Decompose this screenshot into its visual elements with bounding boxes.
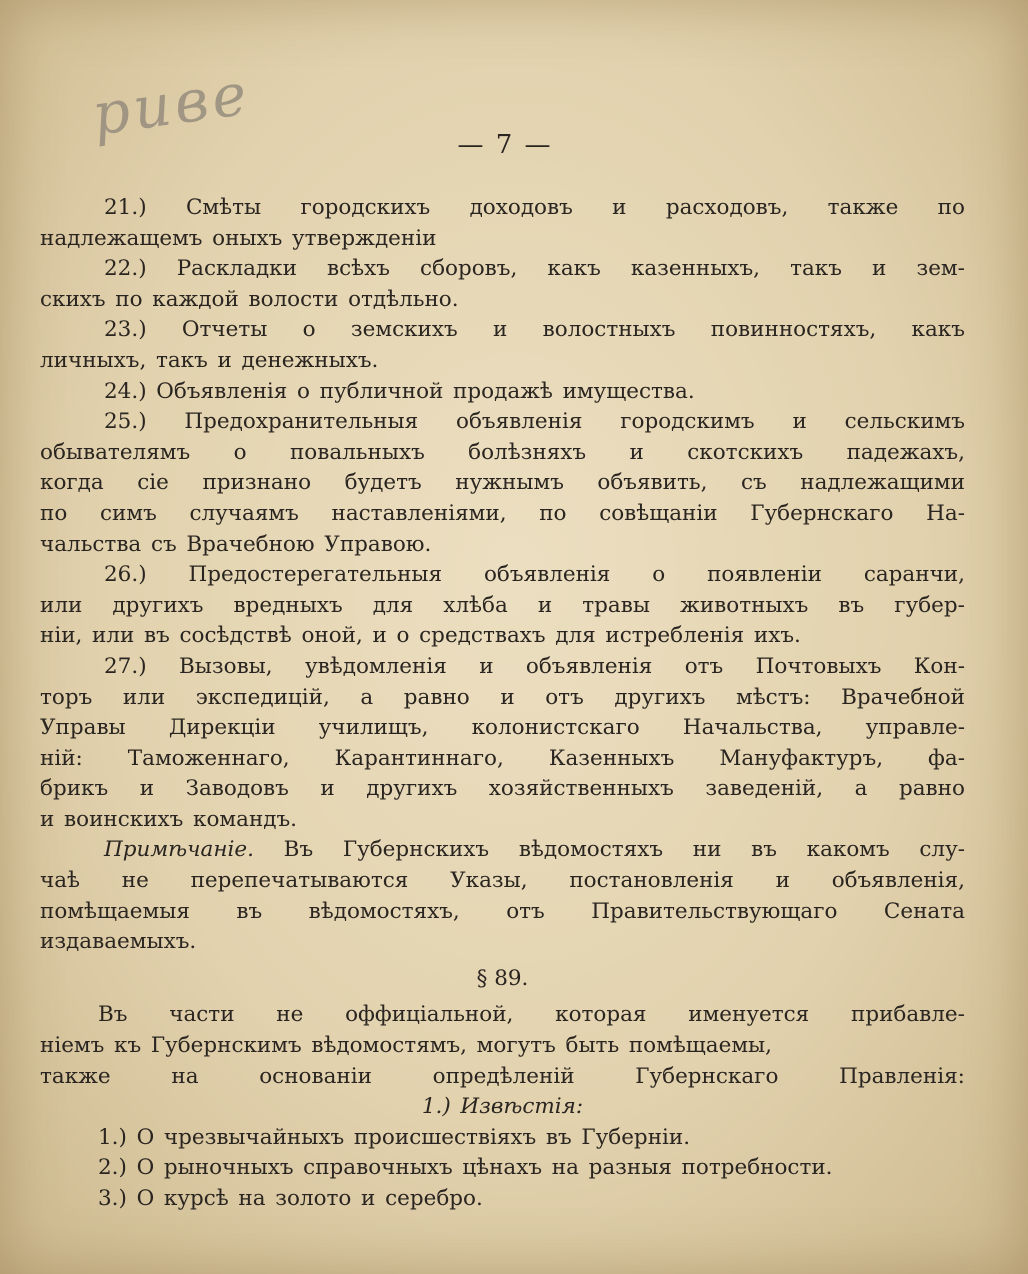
word: надлежащими: [800, 470, 965, 496]
text-line: [40, 835, 965, 866]
word: объявленія: [525, 653, 653, 679]
word: чрезвычайныхъ: [163, 1124, 345, 1150]
word: сборовъ,: [420, 256, 518, 282]
word: а: [854, 776, 868, 802]
text-line: [40, 254, 965, 285]
word: основаніи: [259, 1063, 372, 1089]
word: появленіи: [707, 562, 822, 588]
word: на: [551, 1155, 579, 1181]
word: для: [555, 623, 596, 649]
text-line: [40, 468, 965, 499]
word: именуется: [688, 1002, 810, 1028]
text-line: [40, 964, 965, 995]
text-line: [40, 224, 965, 255]
word: золото: [275, 1186, 352, 1211]
word: въ: [236, 898, 263, 924]
word: повальныхъ: [289, 439, 425, 465]
word: 21.): [104, 195, 147, 220]
text-line: [40, 560, 965, 591]
word: курсѣ: [163, 1186, 229, 1211]
word: Правительствующаго: [591, 898, 838, 924]
text-line: [40, 683, 965, 714]
word: объявленія: [456, 409, 583, 435]
word: рыночныхъ: [163, 1155, 294, 1181]
word: фа-: [928, 745, 965, 771]
word: публичной: [319, 378, 444, 404]
word: Смѣты: [185, 195, 262, 220]
text-line: [40, 927, 965, 958]
word: 22.): [104, 256, 147, 282]
word: городскимъ: [620, 409, 755, 435]
word: брикъ: [40, 776, 109, 802]
word: истребленія: [605, 623, 745, 649]
word: губер-: [894, 592, 965, 618]
word: 1.): [421, 1094, 451, 1120]
word: другихъ: [614, 684, 706, 710]
page-number: — 7 —: [457, 130, 553, 160]
word: воинскихъ: [64, 806, 184, 832]
text-line: [40, 1031, 965, 1062]
word: въ: [545, 1124, 572, 1150]
word: зем-: [916, 256, 965, 282]
word: о: [233, 439, 247, 465]
word: ніемъ: [40, 1033, 105, 1059]
word: 3.): [98, 1186, 127, 1211]
word: къ: [114, 1033, 142, 1059]
word: равно: [898, 776, 965, 802]
word: и: [493, 317, 508, 343]
word: Въ: [98, 1002, 128, 1028]
word: денежныхъ.: [241, 347, 379, 373]
word: отъ: [506, 898, 545, 924]
word: справочныхъ: [303, 1155, 453, 1181]
word: части: [169, 1002, 235, 1028]
text-line: [40, 285, 965, 316]
word: личныхъ,: [40, 347, 147, 373]
text-line: [40, 591, 965, 622]
word: Управою.: [324, 531, 432, 557]
word: ни: [692, 837, 722, 863]
text-line: [40, 1062, 965, 1093]
word: по: [115, 286, 143, 312]
word: какъ: [547, 256, 601, 282]
word: надлежащемъ: [40, 225, 203, 251]
word: и: [320, 776, 335, 802]
word: разныя: [588, 1155, 672, 1181]
word: вѣдомостямъ,: [311, 1033, 467, 1059]
word: постановленія: [569, 868, 734, 894]
word: Казенныхъ: [548, 745, 675, 771]
word: Вызовы,: [178, 653, 273, 679]
word: такъ: [155, 347, 208, 373]
word: Управы: [40, 715, 126, 741]
word: Предохранительныя: [184, 409, 419, 435]
word: вѣдомостяхъ,: [308, 898, 460, 924]
word: Врачебной: [841, 684, 965, 710]
text-line: [40, 1092, 965, 1123]
word: чаѣ: [40, 868, 80, 894]
word: скихъ: [40, 286, 106, 312]
word: земскихъ: [350, 317, 458, 343]
word: о: [396, 623, 410, 649]
word: потребности.: [681, 1155, 833, 1181]
word: или: [122, 684, 166, 710]
word: § 89.: [476, 965, 529, 991]
word: по: [539, 500, 567, 526]
word: 2.): [98, 1155, 127, 1181]
word: или: [92, 623, 135, 649]
word: Дирекціи: [168, 715, 276, 741]
word: на: [238, 1186, 266, 1211]
word: серебро.: [385, 1186, 483, 1211]
word: отъ: [684, 653, 724, 679]
word: съ: [150, 531, 177, 557]
word: не: [121, 868, 149, 894]
word: отъ: [545, 684, 584, 710]
word: Кон-: [913, 653, 965, 679]
word: вредныхъ: [233, 592, 343, 618]
word: Губернскаго: [750, 500, 894, 526]
word: повинностяхъ,: [710, 317, 877, 343]
text-line: [40, 377, 965, 408]
word: признано: [202, 470, 312, 496]
word: отдѣльно.: [348, 286, 459, 312]
text-line: [40, 652, 965, 683]
word: доходовъ: [469, 195, 573, 220]
word: а: [360, 684, 374, 710]
word: 23.): [104, 317, 147, 343]
word: оффиціальной,: [345, 1002, 514, 1028]
word: вѣдомостяхъ: [518, 837, 664, 863]
word: быть: [565, 1033, 620, 1059]
word: объявленія: [483, 562, 611, 588]
word: Губернскаго: [635, 1063, 779, 1089]
text-line: [40, 1000, 965, 1031]
word: такъ: [790, 256, 842, 282]
word: и: [612, 195, 627, 220]
word: Таможеннаго,: [127, 745, 290, 771]
word: Извѣстія:: [460, 1094, 584, 1120]
word: 26.): [104, 562, 147, 588]
word: и: [775, 868, 790, 894]
word: также: [40, 1063, 111, 1089]
word: падежахъ,: [846, 439, 965, 465]
word: ній:: [40, 745, 83, 771]
word: и: [40, 806, 55, 832]
word: командъ.: [193, 806, 298, 832]
word: волостныхъ: [542, 317, 676, 343]
word: Объявленія: [156, 378, 288, 404]
text-line: [40, 499, 965, 530]
word: и: [361, 1186, 376, 1211]
document-body: [40, 193, 965, 1215]
word: цѣнахъ: [462, 1155, 543, 1181]
word: Губернскихъ: [342, 837, 490, 863]
word: утвержденіи: [292, 225, 437, 251]
word: Мануфактуръ,: [719, 745, 884, 771]
word: и: [500, 684, 515, 710]
word: саранчи,: [863, 562, 965, 588]
word: казенныхъ,: [630, 256, 760, 282]
word: и: [537, 592, 553, 618]
word: Заводовъ: [185, 776, 289, 802]
word: оной,: [301, 623, 363, 649]
word: и: [629, 439, 644, 465]
word: О: [136, 1186, 155, 1211]
word: мѣстъ:: [735, 684, 811, 710]
word: могутъ: [476, 1033, 556, 1059]
word: по: [937, 195, 965, 220]
text-line: [40, 193, 965, 224]
word: увѣдомленія: [305, 653, 447, 679]
text-line: [40, 438, 965, 469]
word: 24.): [104, 378, 147, 404]
word: О: [136, 1124, 155, 1150]
word: животныхъ: [680, 592, 809, 618]
word: оныхъ: [212, 225, 283, 251]
word: также: [827, 195, 899, 220]
word: для: [372, 592, 414, 618]
word: всѣхъ: [327, 256, 390, 282]
word: травы: [582, 592, 650, 618]
word: въ: [838, 592, 865, 618]
word: помѣщаемыя: [40, 898, 190, 924]
text-line: [40, 713, 965, 744]
word: издаваемыхъ.: [40, 929, 197, 955]
word: въ: [751, 837, 777, 863]
word: продажѣ: [453, 378, 553, 404]
word: опредѣленій: [432, 1063, 575, 1089]
word: объявленія,: [831, 868, 965, 894]
text-line: [40, 1184, 965, 1215]
word: въ: [144, 623, 170, 649]
word: или: [40, 592, 83, 618]
word: помѣщаемы,: [628, 1033, 772, 1059]
word: расходовъ,: [665, 195, 789, 220]
word: Указы,: [450, 868, 528, 894]
word: Карантиннаго,: [334, 745, 504, 771]
word: наставленіями,: [331, 500, 507, 526]
word: и: [872, 256, 887, 282]
word: Сената: [883, 898, 965, 924]
text-line: [40, 621, 965, 652]
handwritten-margin-note: риве: [88, 59, 255, 149]
word: экспедицій,: [195, 684, 330, 710]
word: Губернскимъ: [150, 1033, 302, 1059]
word: колонистскаго: [471, 715, 640, 741]
word: Примѣчаніе.: [104, 837, 254, 863]
word: сельскимъ: [844, 409, 965, 435]
word: Начальства,: [682, 715, 823, 741]
word: какъ: [911, 317, 965, 343]
word: имущества.: [562, 378, 695, 404]
text-line: [40, 805, 965, 836]
word: Правленія:: [839, 1063, 965, 1089]
word: сосѣдствѣ: [179, 623, 292, 649]
word: прибавле-: [850, 1002, 965, 1028]
word: 27.): [104, 653, 147, 679]
word: Предостерегательныя: [188, 562, 443, 588]
word: о: [297, 378, 310, 404]
word: 25.): [104, 409, 147, 435]
word: какомъ: [806, 837, 890, 863]
text-line: [40, 744, 965, 775]
word: когда: [40, 470, 104, 496]
word: болѣзняхъ: [468, 439, 587, 465]
word: происшествіяхъ: [353, 1124, 537, 1150]
text-line: [40, 1153, 965, 1184]
word: и: [372, 623, 387, 649]
word: и: [139, 776, 155, 802]
word: заведеній,: [705, 776, 824, 802]
word: ніи,: [40, 623, 83, 649]
word: не: [276, 1002, 304, 1028]
text-line: [40, 407, 965, 438]
word: равно: [403, 684, 470, 710]
word: торъ: [40, 684, 93, 710]
word: случаямъ: [189, 500, 299, 526]
word: О: [136, 1155, 155, 1181]
text-line: [40, 866, 965, 897]
word: о: [302, 317, 316, 343]
word: 1.): [98, 1124, 127, 1150]
word: городскихъ: [300, 195, 431, 220]
word: и: [792, 409, 807, 435]
text-line: [40, 774, 965, 805]
word: которая: [555, 1002, 647, 1028]
word: обывателямъ: [40, 439, 191, 465]
text-line: [40, 315, 965, 346]
word: каждой: [152, 286, 239, 312]
text-line: [40, 1123, 965, 1154]
word: другихъ: [366, 776, 458, 802]
word: объявить,: [597, 470, 708, 496]
word: училищъ,: [318, 715, 429, 741]
word: симъ: [99, 500, 157, 526]
word: Врачебною: [186, 531, 315, 557]
word: управле-: [865, 715, 965, 741]
word: по: [40, 500, 68, 526]
word: о: [652, 562, 666, 588]
word: чальства: [40, 531, 142, 557]
word: перепечатываются: [190, 868, 409, 894]
text-line: [40, 530, 965, 561]
text-line: [40, 897, 965, 928]
word: на: [171, 1063, 199, 1089]
word: хозяйственныхъ: [488, 776, 674, 802]
word: На-: [926, 500, 965, 526]
word: и: [479, 653, 494, 679]
word: будетъ: [344, 470, 422, 496]
word: хлѣба: [443, 592, 508, 618]
word: ихъ.: [753, 623, 801, 649]
word: Раскладки: [176, 256, 297, 282]
word: другихъ: [112, 592, 204, 618]
word: Въ: [283, 837, 314, 863]
word: Отчеты: [181, 317, 268, 343]
text-line: [40, 346, 965, 377]
word: и: [217, 347, 232, 373]
word: слу-: [919, 837, 965, 863]
word: средствахъ: [419, 623, 546, 649]
word: совѣщаніи: [599, 500, 718, 526]
word: скотскихъ: [687, 439, 804, 465]
word: волости: [248, 286, 339, 312]
word: сіе: [137, 470, 169, 496]
word: Почтовыхъ: [755, 653, 882, 679]
word: съ: [740, 470, 767, 496]
word: Губерніи.: [581, 1124, 691, 1150]
word: нужнымъ: [455, 470, 564, 496]
